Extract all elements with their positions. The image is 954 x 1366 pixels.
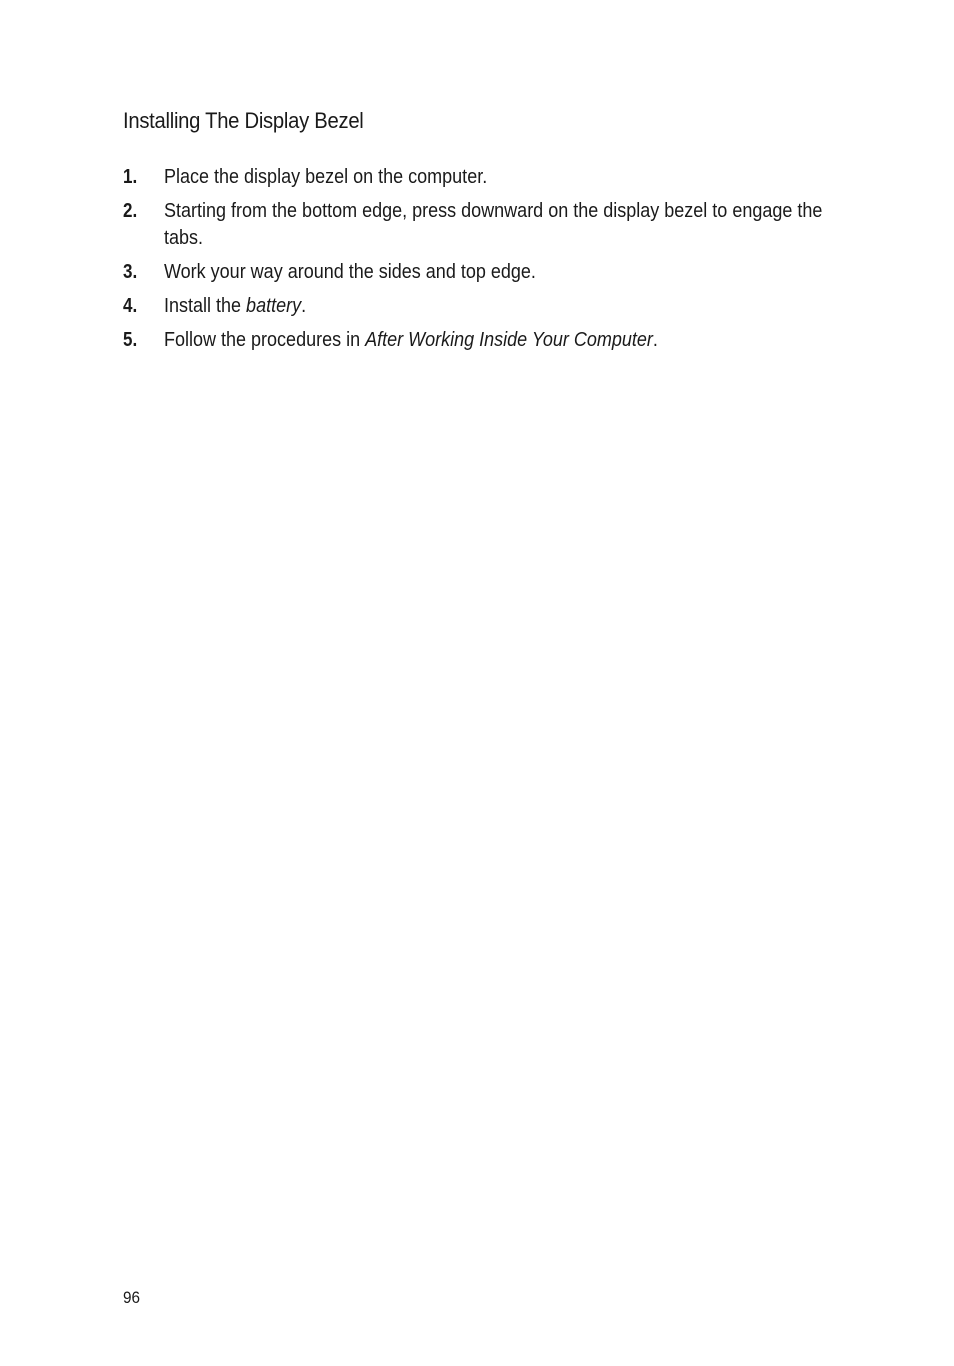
step-text-prefix: Install the: [164, 295, 247, 317]
step-item: [123, 164, 843, 191]
step-item: [123, 293, 843, 320]
step-number: 5.: [123, 329, 138, 351]
page-number: 96: [123, 1288, 141, 1307]
steps-list: [123, 164, 843, 361]
step-text: [164, 327, 866, 354]
step-text-suffix: .: [301, 295, 307, 317]
step-text-suffix: .: [652, 329, 658, 351]
after-working-reference-text: After Working Inside Your Computer: [365, 329, 653, 351]
step-text: [164, 293, 866, 320]
step-item: [123, 259, 843, 286]
step-text: Starting from the bottom edge, press downward on the display bezel to engage the tabs.: [164, 200, 823, 249]
step-text: Place the display bezel on the computer.: [164, 166, 488, 188]
step-item: [123, 327, 843, 354]
step-number: 3.: [123, 261, 138, 283]
step-text: Work your way around the sides and top edge.: [164, 261, 536, 283]
battery-link-text: battery: [246, 295, 302, 317]
step-number: 4.: [123, 295, 138, 317]
step-number: 2.: [123, 200, 138, 222]
step-item: [123, 198, 843, 252]
step-text-prefix: Follow the procedures in: [164, 329, 366, 351]
section-heading: Installing The Display Bezel: [123, 108, 364, 133]
step-number: 1.: [123, 166, 138, 188]
